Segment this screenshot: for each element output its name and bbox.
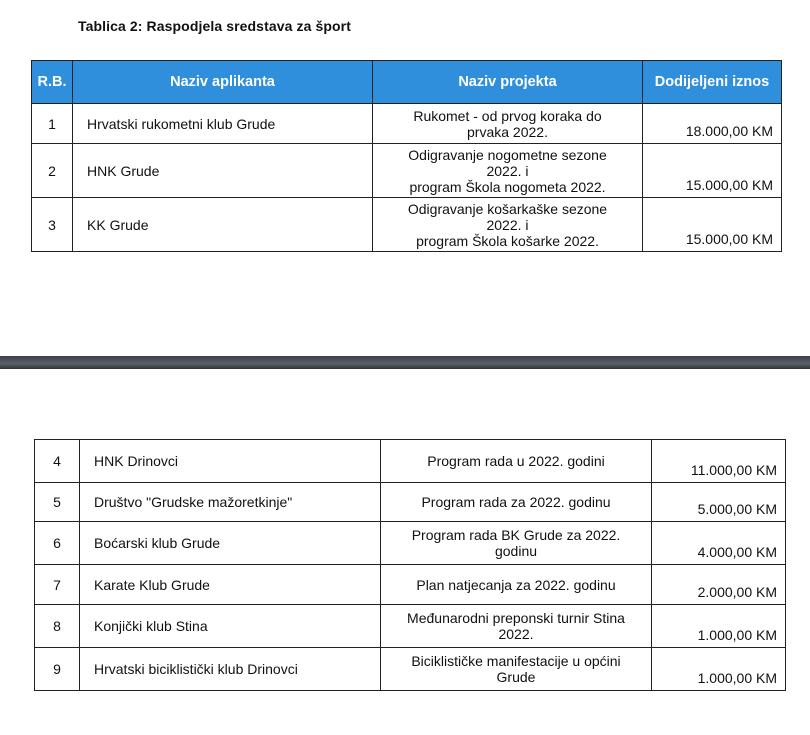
table-caption: Tablica 2: Raspodjela sredstava za šport <box>78 18 351 34</box>
cell-project <box>381 483 652 522</box>
cell-rb: 7 <box>35 565 80 605</box>
cell-project <box>381 605 652 648</box>
cell-amount: 5.000,00 KM <box>652 483 786 522</box>
cell-project <box>381 648 652 691</box>
header-amount: Dodijeljeni iznos <box>643 61 782 104</box>
project-line: Grude <box>496 669 536 685</box>
table-row <box>32 144 782 198</box>
cell-project <box>373 104 643 144</box>
project-line: 2022. i <box>486 162 529 179</box>
page-divider <box>0 356 810 369</box>
project-line: Program rada u 2022. godini <box>427 453 605 469</box>
cell-project <box>381 565 652 605</box>
table-row <box>35 648 786 691</box>
cell-rb: 1 <box>32 104 73 144</box>
project-line: Međunarodni preponski turnir Stina <box>407 610 625 626</box>
project-line: program Škola košarke 2022. <box>416 232 599 249</box>
cell-applicant: KK Grude <box>73 198 373 252</box>
cell-amount: 1.000,00 KM <box>652 605 786 648</box>
cell-amount: 4.000,00 KM <box>652 522 786 565</box>
project-line: 2022. i <box>486 216 529 233</box>
cell-project <box>373 198 643 252</box>
table-row <box>35 565 786 605</box>
cell-applicant: Hrvatski biciklistički klub Drinovci <box>80 648 381 691</box>
project-line: Odigravanje košarkaške sezone <box>407 200 608 217</box>
cell-rb: 9 <box>35 648 80 691</box>
project-line: Program rada BK Grude za 2022. <box>411 527 621 543</box>
table-row <box>35 483 786 522</box>
cell-rb: 5 <box>35 483 80 522</box>
cell-applicant: Hrvatski rukometni klub Grude <box>73 104 373 144</box>
allocation-table-bottom <box>34 439 786 691</box>
table-header-row <box>32 61 782 104</box>
cell-applicant: HNK Drinovci <box>80 440 381 483</box>
cell-applicant: HNK Grude <box>73 144 373 198</box>
cell-project <box>381 522 652 565</box>
table-row <box>32 198 782 252</box>
cell-applicant: Boćarski klub Grude <box>80 522 381 565</box>
project-line: program Škola nogometa 2022. <box>409 178 606 195</box>
cell-amount: 15.000,00 KM <box>643 198 782 252</box>
table-row <box>35 522 786 565</box>
cell-amount: 1.000,00 KM <box>652 648 786 691</box>
project-line: Rukomet - od prvog koraka do <box>413 107 602 124</box>
project-line: Biciklističke manifestacije u općini <box>411 653 621 669</box>
cell-applicant: Konjički klub Stina <box>80 605 381 648</box>
project-line: 2022. <box>498 626 534 642</box>
cell-rb: 2 <box>32 144 73 198</box>
table-row <box>35 440 786 483</box>
cell-rb: 4 <box>35 440 80 483</box>
project-line: Plan natjecanja za 2022. godinu <box>416 576 616 593</box>
cell-rb: 8 <box>35 605 80 648</box>
cell-amount: 11.000,00 KM <box>652 440 786 483</box>
table-row <box>35 605 786 648</box>
cell-rb: 6 <box>35 522 80 565</box>
cell-project <box>373 144 643 198</box>
table-row <box>32 104 782 144</box>
divider-gap <box>0 369 810 374</box>
allocation-table-top <box>31 60 782 252</box>
cell-applicant: Društvo "Grudske mažoretkinje" <box>80 483 381 522</box>
cell-amount: 15.000,00 KM <box>643 144 782 198</box>
cell-amount: 18.000,00 KM <box>643 104 782 144</box>
header-rb: R.B. <box>32 61 73 104</box>
cell-amount: 2.000,00 KM <box>652 565 786 605</box>
cell-applicant: Karate Klub Grude <box>80 565 381 605</box>
header-project: Naziv projekta <box>373 61 643 104</box>
cell-rb: 3 <box>32 198 73 252</box>
project-line: Odigravanje nogometne sezone <box>408 146 607 163</box>
header-applicant: Naziv aplikanta <box>73 61 373 104</box>
cell-project <box>381 440 652 483</box>
project-line: Program rada za 2022. godinu <box>421 494 611 510</box>
project-line: godinu <box>494 543 538 559</box>
project-line: prvaka 2022. <box>467 123 548 140</box>
